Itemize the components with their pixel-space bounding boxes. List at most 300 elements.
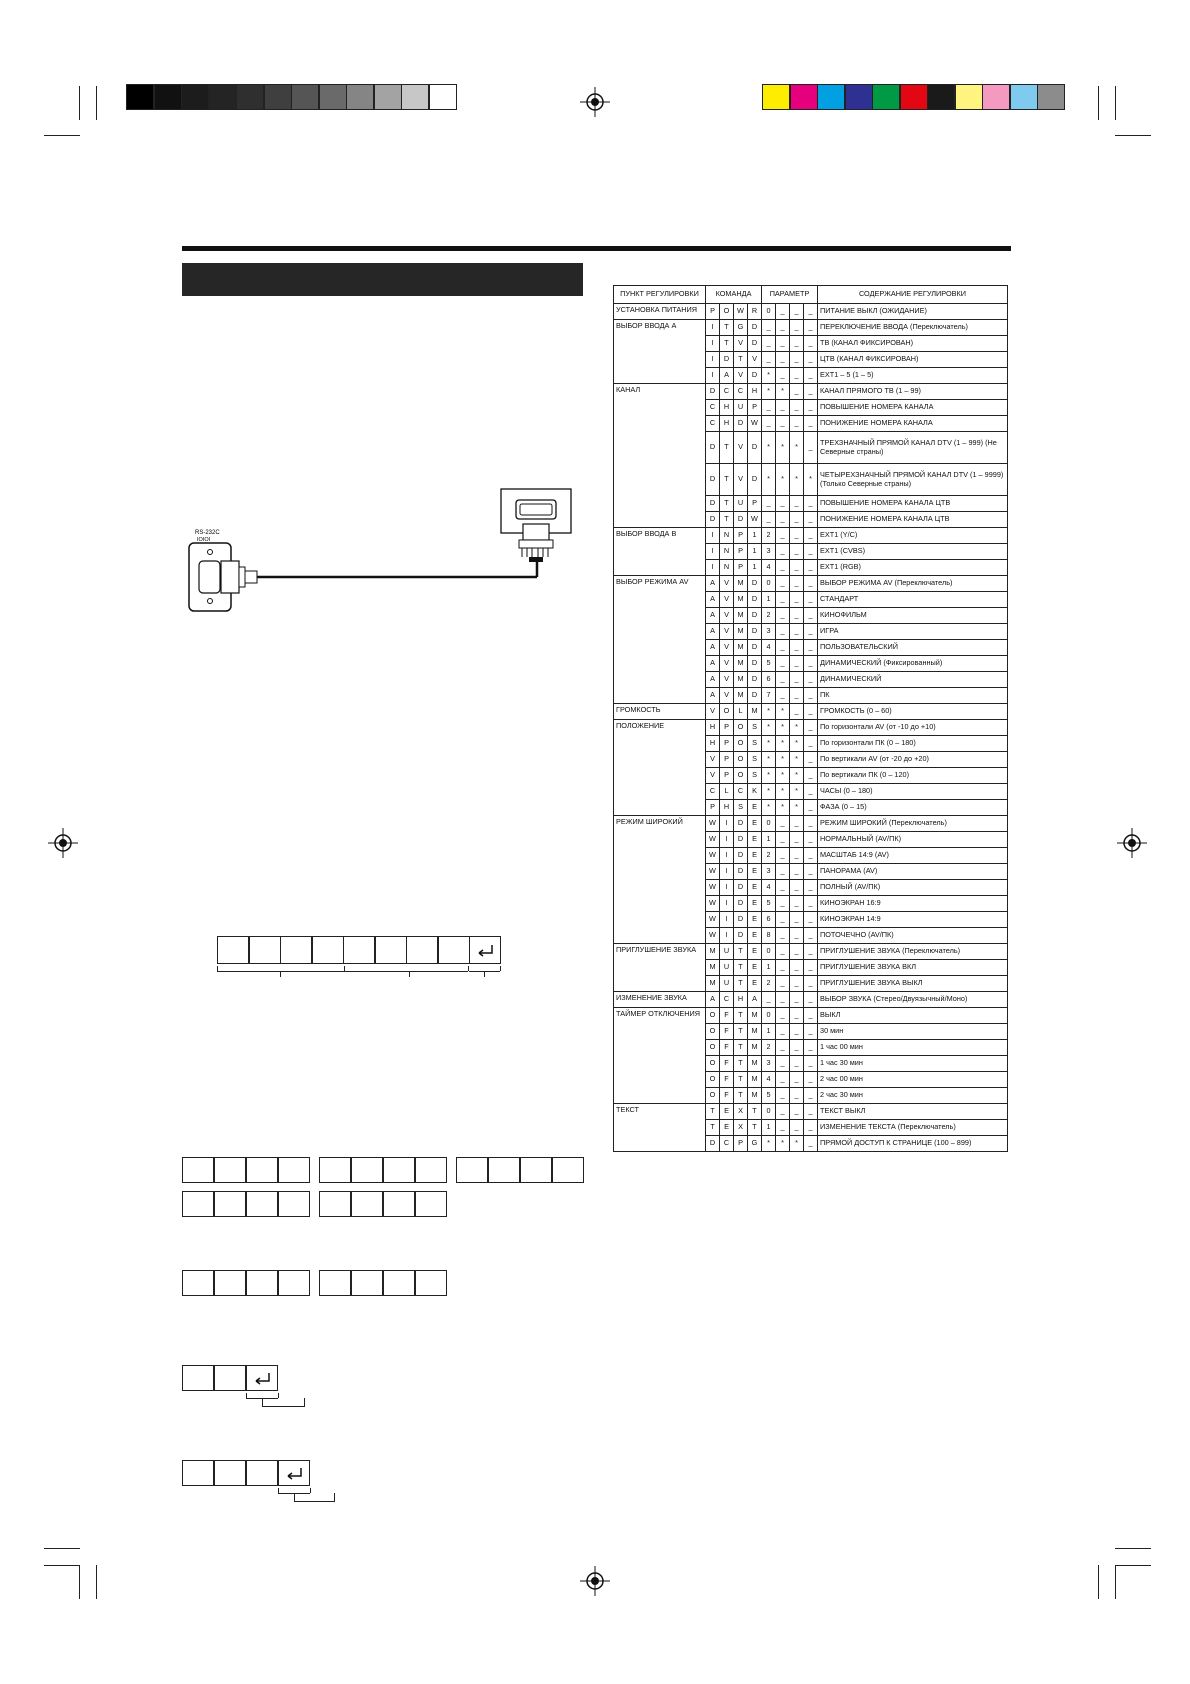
command-char: D <box>748 608 762 624</box>
parameter-char: 4 <box>762 880 776 896</box>
parameter-char: _ <box>790 368 804 384</box>
command-char: A <box>748 992 762 1008</box>
parameter-char: _ <box>790 560 804 576</box>
command-char: M <box>748 1088 762 1104</box>
adjustment-content: По горизонтали ПК (0 – 180) <box>818 736 1008 752</box>
parameter-char: _ <box>804 720 818 736</box>
parameter-char: _ <box>804 560 818 576</box>
parameter-char: _ <box>804 368 818 384</box>
parameter-char: 2 <box>762 608 776 624</box>
command-char: T <box>720 320 734 336</box>
parameter-char: _ <box>776 416 790 432</box>
command-char: V <box>748 352 762 368</box>
crop-mark <box>1098 86 1099 120</box>
command-char: V <box>734 464 748 496</box>
parameter-char: _ <box>776 1040 790 1056</box>
command-char: V <box>720 608 734 624</box>
command-char: M <box>734 672 748 688</box>
parameter-char: _ <box>762 496 776 512</box>
parameter-char: _ <box>776 944 790 960</box>
parameter-char: * <box>776 704 790 720</box>
parameter-char: _ <box>776 976 790 992</box>
parameter-char: _ <box>790 928 804 944</box>
header-rule <box>182 246 1011 251</box>
crop-mark <box>1115 135 1151 136</box>
command-char: T <box>734 1008 748 1024</box>
adjustment-item: УСТАНОВКА ПИТАНИЯ <box>614 304 706 320</box>
command-char: D <box>734 896 748 912</box>
parameter-char: _ <box>776 320 790 336</box>
command-char: U <box>720 960 734 976</box>
command-char: P <box>734 544 748 560</box>
parameter-char: _ <box>790 608 804 624</box>
command-box <box>319 1270 351 1296</box>
command-char: O <box>706 1088 720 1104</box>
command-char: A <box>706 576 720 592</box>
parameter-char: _ <box>804 880 818 896</box>
command-char: C <box>734 784 748 800</box>
parameter-char: _ <box>790 816 804 832</box>
command-box <box>415 1157 447 1183</box>
command-char: S <box>734 800 748 816</box>
parameter-char: _ <box>776 640 790 656</box>
command-char: E <box>748 912 762 928</box>
command-char: U <box>734 496 748 512</box>
parameter-char: * <box>776 720 790 736</box>
parameter-char: _ <box>790 576 804 592</box>
command-char: I <box>706 352 720 368</box>
command-char: F <box>720 1024 734 1040</box>
command-char: H <box>720 400 734 416</box>
command-char: S <box>748 720 762 736</box>
command-char: I <box>706 544 720 560</box>
command-char: V <box>706 704 720 720</box>
parameter-char: * <box>790 800 804 816</box>
command-char: D <box>734 832 748 848</box>
command-char: O <box>706 1072 720 1088</box>
parameter-char: _ <box>762 320 776 336</box>
registration-mark-icon <box>48 828 78 858</box>
command-char: I <box>706 368 720 384</box>
color-swatch <box>790 84 818 110</box>
command-char: I <box>720 928 734 944</box>
parameter-char: 0 <box>762 1008 776 1024</box>
table-row <box>614 304 1008 320</box>
parameter-char: 0 <box>762 816 776 832</box>
command-char: P <box>720 736 734 752</box>
parameter-char: _ <box>790 528 804 544</box>
section-heading-bar <box>182 263 583 296</box>
parameter-char: _ <box>790 912 804 928</box>
registration-mark-icon <box>1117 828 1147 858</box>
command-char: M <box>706 976 720 992</box>
command-char: D <box>748 672 762 688</box>
parameter-char: _ <box>804 320 818 336</box>
command-char: D <box>748 624 762 640</box>
parameter-char: * <box>790 720 804 736</box>
bracket <box>500 966 501 971</box>
command-box <box>520 1157 552 1183</box>
command-char: M <box>748 1008 762 1024</box>
parameter-char: _ <box>790 992 804 1008</box>
parameter-char: _ <box>776 512 790 528</box>
adjustment-item: ТЕКСТ <box>614 1104 706 1152</box>
command-char: N <box>720 560 734 576</box>
parameter-char: _ <box>776 848 790 864</box>
command-char: D <box>734 512 748 528</box>
adjustment-item: РЕЖИМ ШИРОКИЙ <box>614 816 706 944</box>
command-char: R <box>748 304 762 320</box>
command-char: P <box>720 752 734 768</box>
command-char: A <box>706 608 720 624</box>
command-char: X <box>734 1120 748 1136</box>
adjustment-item: ГРОМКОСТЬ <box>614 704 706 720</box>
parameter-char: * <box>762 784 776 800</box>
parameter-char: 7 <box>762 688 776 704</box>
adjustment-content: ПОТОЧЕЧНО (AV/ПК) <box>818 928 1008 944</box>
parameter-char: 3 <box>762 864 776 880</box>
crop-mark <box>1098 1565 1099 1599</box>
parameter-char: _ <box>804 736 818 752</box>
command-char: D <box>748 576 762 592</box>
adjustment-content: ПОНИЖЕНИЕ НОМЕРА КАНАЛА <box>818 416 1008 432</box>
parameter-char: _ <box>762 512 776 528</box>
parameter-char: _ <box>776 528 790 544</box>
format-box <box>343 936 375 964</box>
table-row <box>614 816 1008 832</box>
command-box <box>415 1270 447 1296</box>
color-swatch <box>1010 84 1038 110</box>
parameter-char: _ <box>790 352 804 368</box>
command-char: P <box>748 496 762 512</box>
parameter-char: _ <box>790 1008 804 1024</box>
command-char: L <box>720 784 734 800</box>
parameter-char: 0 <box>762 944 776 960</box>
adjustment-content: ТВ (КАНАЛ ФИКСИРОВАН) <box>818 336 1008 352</box>
command-char: T <box>734 1040 748 1056</box>
parameter-char: 3 <box>762 1056 776 1072</box>
command-char: T <box>720 464 734 496</box>
parameter-char: _ <box>804 592 818 608</box>
parameter-char: _ <box>776 1104 790 1120</box>
format-box <box>375 936 407 964</box>
command-char: T <box>734 1088 748 1104</box>
command-char: W <box>706 928 720 944</box>
parameter-char: _ <box>804 784 818 800</box>
command-char: U <box>734 400 748 416</box>
format-box <box>438 936 470 964</box>
parameter-char: * <box>790 432 804 464</box>
parameter-char: _ <box>776 816 790 832</box>
command-char: A <box>706 640 720 656</box>
command-char: P <box>720 720 734 736</box>
parameter-char: _ <box>776 880 790 896</box>
command-char: E <box>720 1104 734 1120</box>
command-char: D <box>748 432 762 464</box>
parameter-char: _ <box>776 304 790 320</box>
color-swatch <box>982 84 1010 110</box>
command-box <box>182 1460 214 1486</box>
command-char: O <box>720 304 734 320</box>
command-box <box>319 1157 351 1183</box>
parameter-char: _ <box>804 960 818 976</box>
table-row <box>614 384 1008 400</box>
command-box <box>383 1191 415 1217</box>
command-char: T <box>720 512 734 528</box>
parameter-char: _ <box>790 704 804 720</box>
table-row <box>614 320 1008 336</box>
parameter-char: 6 <box>762 672 776 688</box>
parameter-char: _ <box>790 864 804 880</box>
gray-swatch <box>401 84 429 110</box>
command-char: V <box>720 640 734 656</box>
gray-swatch <box>429 84 457 110</box>
parameter-char: _ <box>762 416 776 432</box>
parameter-char: _ <box>762 992 776 1008</box>
parameter-char: * <box>776 784 790 800</box>
command-char: V <box>720 656 734 672</box>
command-char: G <box>734 320 748 336</box>
command-char: W <box>706 880 720 896</box>
command-char: T <box>734 352 748 368</box>
gray-swatch <box>374 84 402 110</box>
command-char: O <box>734 752 748 768</box>
parameter-char: * <box>776 384 790 400</box>
color-swatch <box>900 84 928 110</box>
parameter-char: _ <box>790 1088 804 1104</box>
adjustment-item: КАНАЛ <box>614 384 706 528</box>
parameter-char: _ <box>804 848 818 864</box>
command-char: F <box>720 1056 734 1072</box>
command-char: S <box>748 752 762 768</box>
header-parameter: ПАРАМЕТР <box>762 286 818 304</box>
parameter-char: _ <box>804 384 818 400</box>
command-char: D <box>748 368 762 384</box>
command-char: W <box>748 512 762 528</box>
format-box <box>217 936 249 964</box>
command-char: F <box>720 1072 734 1088</box>
adjustment-item: ИЗМЕНЕНИЕ ЗВУКА <box>614 992 706 1008</box>
parameter-char: _ <box>804 304 818 320</box>
parameter-char: _ <box>776 624 790 640</box>
parameter-char: _ <box>790 1040 804 1056</box>
command-char: A <box>720 368 734 384</box>
adjustment-content: КИНОФИЛЬМ <box>818 608 1008 624</box>
parameter-char: * <box>790 1136 804 1152</box>
parameter-char: _ <box>790 1120 804 1136</box>
command-char: M <box>748 1040 762 1056</box>
adjustment-item: ПОЛОЖЕНИЕ <box>614 720 706 816</box>
adjustment-content: ПК <box>818 688 1008 704</box>
command-char: S <box>748 768 762 784</box>
parameter-char: _ <box>804 1040 818 1056</box>
parameter-char: * <box>776 800 790 816</box>
gray-swatch <box>154 84 182 110</box>
port-sublabel: IOIOI <box>197 537 211 543</box>
parameter-char: * <box>762 384 776 400</box>
command-char: A <box>706 624 720 640</box>
command-char: E <box>748 848 762 864</box>
crop-mark <box>1115 86 1116 120</box>
parameter-char: _ <box>804 688 818 704</box>
command-char: O <box>720 704 734 720</box>
gray-swatch <box>346 84 374 110</box>
format-box <box>312 936 344 964</box>
adjustment-content: КИНОЭКРАН 14:9 <box>818 912 1008 928</box>
parameter-char: _ <box>776 544 790 560</box>
adjustment-content: EXT1 (RGB) <box>818 560 1008 576</box>
command-box <box>182 1365 214 1391</box>
bracket <box>484 971 485 977</box>
command-char: T <box>734 1072 748 1088</box>
table-row <box>614 1008 1008 1024</box>
command-char: M <box>734 640 748 656</box>
command-char: W <box>706 912 720 928</box>
adjustment-content: ПОЛНЫЙ (AV/ПК) <box>818 880 1008 896</box>
parameter-char: _ <box>804 640 818 656</box>
port-label: RS-232C <box>195 530 220 536</box>
adjustment-content: 2 час 30 мин <box>818 1088 1008 1104</box>
command-char: I <box>720 848 734 864</box>
adjustment-content: 1 час 30 мин <box>818 1056 1008 1072</box>
parameter-char: _ <box>804 1136 818 1152</box>
parameter-char: * <box>804 464 818 496</box>
command-char: A <box>706 656 720 672</box>
command-char: T <box>734 944 748 960</box>
command-box <box>182 1191 214 1217</box>
adjustment-content: ПИТАНИЕ ВЫКЛ (ОЖИДАНИЕ) <box>818 304 1008 320</box>
command-char: K <box>748 784 762 800</box>
parameter-char: _ <box>776 576 790 592</box>
gray-swatch <box>181 84 209 110</box>
parameter-char: _ <box>804 944 818 960</box>
color-swatch <box>845 84 873 110</box>
command-char: H <box>706 720 720 736</box>
command-char: O <box>706 1008 720 1024</box>
parameter-char: _ <box>776 896 790 912</box>
parameter-char: _ <box>804 704 818 720</box>
command-char: W <box>748 416 762 432</box>
command-char: W <box>706 896 720 912</box>
parameter-char: 2 <box>762 848 776 864</box>
crop-mark <box>79 86 80 120</box>
command-char: W <box>706 832 720 848</box>
command-char: D <box>748 640 762 656</box>
parameter-char: _ <box>790 320 804 336</box>
parameter-char: _ <box>804 928 818 944</box>
parameter-char: _ <box>776 560 790 576</box>
header-item: ПУНКТ РЕГУЛИРОВКИ <box>614 286 706 304</box>
parameter-char: _ <box>790 656 804 672</box>
header-content: СОДЕРЖАНИЕ РЕГУЛИРОВКИ <box>818 286 1008 304</box>
parameter-char: _ <box>804 672 818 688</box>
command-char: I <box>720 912 734 928</box>
parameter-char: _ <box>776 608 790 624</box>
parameter-char: _ <box>762 352 776 368</box>
command-char: M <box>748 1024 762 1040</box>
adjustment-content: ТЕКСТ ВЫКЛ <box>818 1104 1008 1120</box>
parameter-char: _ <box>776 1088 790 1104</box>
parameter-char: * <box>776 768 790 784</box>
command-char: W <box>706 848 720 864</box>
command-char: 1 <box>748 560 762 576</box>
command-char: O <box>706 1040 720 1056</box>
parameter-char: 3 <box>762 624 776 640</box>
adjustment-item: ВЫБОР РЕЖИМА AV <box>614 576 706 704</box>
command-box <box>214 1157 246 1183</box>
command-char: E <box>748 976 762 992</box>
adjustment-content: ИГРА <box>818 624 1008 640</box>
command-box <box>383 1157 415 1183</box>
command-box <box>383 1270 415 1296</box>
command-box <box>552 1157 584 1183</box>
command-char: D <box>748 656 762 672</box>
command-char: C <box>734 384 748 400</box>
crop-mark <box>44 1565 80 1566</box>
adjustment-content: 1 час 00 мин <box>818 1040 1008 1056</box>
command-char: M <box>706 960 720 976</box>
command-char: T <box>734 976 748 992</box>
command-box <box>415 1191 447 1217</box>
parameter-char: _ <box>804 1120 818 1136</box>
header-command: КОМАНДА <box>706 286 762 304</box>
parameter-char: _ <box>776 672 790 688</box>
parameter-char: 1 <box>762 1024 776 1040</box>
parameter-char: * <box>776 752 790 768</box>
color-swatch <box>762 84 790 110</box>
adjustment-content: По вертикали AV (от -20 до +20) <box>818 752 1008 768</box>
parameter-char: _ <box>790 832 804 848</box>
parameter-char: _ <box>776 832 790 848</box>
parameter-char: _ <box>790 592 804 608</box>
parameter-char: _ <box>804 912 818 928</box>
parameter-char: 1 <box>762 592 776 608</box>
table-row <box>614 576 1008 592</box>
parameter-char: 5 <box>762 896 776 912</box>
command-char: T <box>748 1104 762 1120</box>
command-char: H <box>720 416 734 432</box>
format-box <box>406 936 438 964</box>
adjustment-content: ЦТВ (КАНАЛ ФИКСИРОВАН) <box>818 352 1008 368</box>
crop-mark <box>96 86 97 120</box>
command-char: C <box>720 1136 734 1152</box>
command-char: H <box>720 800 734 816</box>
command-char: V <box>720 688 734 704</box>
adjustment-content: ДИНАМИЧЕСКИЙ <box>818 672 1008 688</box>
gray-swatch <box>264 84 292 110</box>
parameter-char: _ <box>790 1056 804 1072</box>
parameter-char: _ <box>804 816 818 832</box>
table-row <box>614 720 1008 736</box>
command-box <box>214 1191 246 1217</box>
command-box <box>246 1157 278 1183</box>
table-row <box>614 992 1008 1008</box>
command-char: D <box>706 384 720 400</box>
parameter-char: 4 <box>762 560 776 576</box>
command-char: O <box>706 1024 720 1040</box>
command-char: V <box>720 672 734 688</box>
parameter-char: _ <box>790 1104 804 1120</box>
command-char: E <box>748 944 762 960</box>
command-char: T <box>720 496 734 512</box>
command-char: H <box>706 736 720 752</box>
color-swatch <box>817 84 845 110</box>
parameter-char: _ <box>790 336 804 352</box>
command-box <box>246 1191 278 1217</box>
command-char: I <box>706 528 720 544</box>
gray-swatch <box>209 84 237 110</box>
command-char: I <box>720 864 734 880</box>
